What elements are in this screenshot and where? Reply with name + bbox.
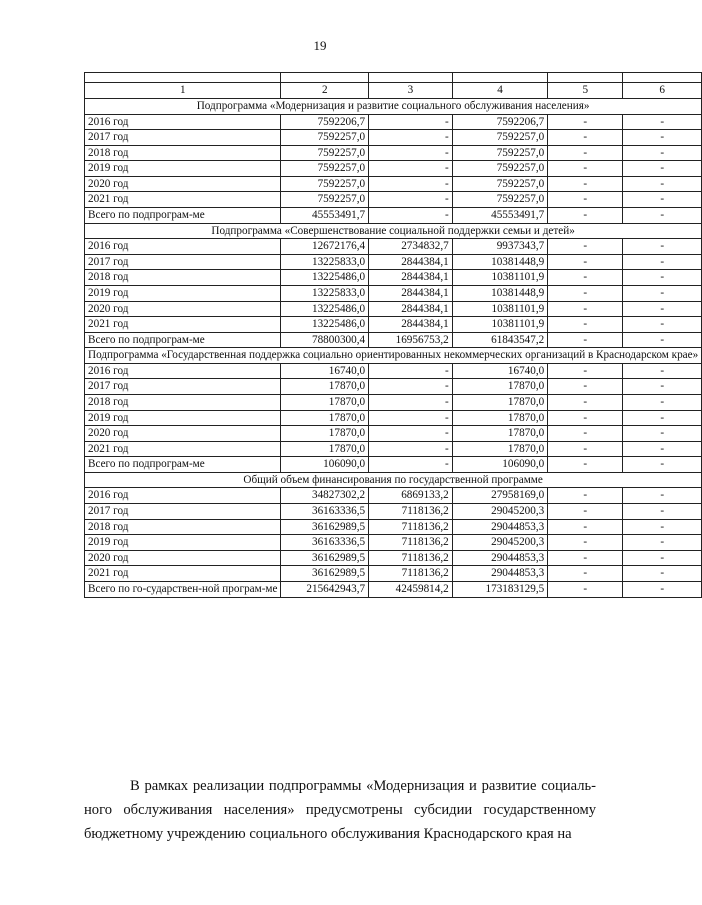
value-cell: - xyxy=(548,535,623,551)
section-title-row xyxy=(85,99,702,115)
value-cell: - xyxy=(548,285,623,301)
value-cell: 36162989,5 xyxy=(281,550,369,566)
value-cell: - xyxy=(369,395,453,411)
top-rule-row xyxy=(85,73,702,83)
value-cell: 2844384,1 xyxy=(369,285,453,301)
total-row xyxy=(85,457,702,473)
table-row xyxy=(85,519,702,535)
table-row xyxy=(85,379,702,395)
value-cell: - xyxy=(548,239,623,255)
total-value: - xyxy=(548,332,623,348)
value-cell: - xyxy=(623,566,702,582)
total-value: 78800300,4 xyxy=(281,332,369,348)
value-cell: 10381448,9 xyxy=(452,254,548,270)
value-cell: 13225833,0 xyxy=(281,285,369,301)
value-cell: - xyxy=(623,488,702,504)
value-cell: 29044853,3 xyxy=(452,566,548,582)
value-cell: - xyxy=(548,130,623,146)
value-cell: - xyxy=(623,379,702,395)
value-cell: - xyxy=(369,441,453,457)
total-value: - xyxy=(623,332,702,348)
value-cell: - xyxy=(623,441,702,457)
value-cell: - xyxy=(623,519,702,535)
value-cell: - xyxy=(548,504,623,520)
value-cell: 10381448,9 xyxy=(452,285,548,301)
value-cell: - xyxy=(548,192,623,208)
value-cell: 17870,0 xyxy=(452,379,548,395)
total-value: - xyxy=(548,457,623,473)
total-label: Всего по подпрограм-ме xyxy=(85,457,281,473)
total-value: 16956753,2 xyxy=(369,332,453,348)
year-cell: 2021 год xyxy=(85,192,281,208)
table-row xyxy=(85,426,702,442)
value-cell: - xyxy=(548,519,623,535)
value-cell: - xyxy=(369,161,453,177)
value-cell: - xyxy=(548,441,623,457)
value-cell: - xyxy=(623,114,702,130)
value-cell: - xyxy=(369,145,453,161)
page-number: 19 xyxy=(313,38,327,53)
value-cell: - xyxy=(623,550,702,566)
value-cell: 7592257,0 xyxy=(281,145,369,161)
value-cell: - xyxy=(369,410,453,426)
year-cell: 2018 год xyxy=(85,270,281,286)
column-header: 3 xyxy=(369,83,453,99)
table-row xyxy=(85,114,702,130)
value-cell: - xyxy=(623,395,702,411)
column-header: 5 xyxy=(548,83,623,99)
year-cell: 2020 год xyxy=(85,550,281,566)
value-cell: 2844384,1 xyxy=(369,254,453,270)
total-label: Всего по подпрограм-ме xyxy=(85,208,281,224)
value-cell: 17870,0 xyxy=(281,379,369,395)
value-cell: 7592206,7 xyxy=(281,114,369,130)
table-row xyxy=(85,535,702,551)
value-cell: 2844384,1 xyxy=(369,317,453,333)
value-cell: - xyxy=(623,270,702,286)
value-cell: - xyxy=(623,410,702,426)
value-cell: 2844384,1 xyxy=(369,270,453,286)
table-row xyxy=(85,410,702,426)
table-row xyxy=(85,566,702,582)
table-row xyxy=(85,395,702,411)
value-cell: - xyxy=(623,317,702,333)
year-cell: 2016 год xyxy=(85,488,281,504)
section-title: Подпрограмма «Совершенствование социальной поддержки семьи и детей» xyxy=(85,223,702,239)
value-cell: - xyxy=(369,426,453,442)
value-cell: - xyxy=(623,426,702,442)
value-cell: 10381101,9 xyxy=(452,270,548,286)
value-cell: - xyxy=(623,161,702,177)
value-cell: 12672176,4 xyxy=(281,239,369,255)
table-row xyxy=(85,176,702,192)
value-cell: 13225486,0 xyxy=(281,301,369,317)
value-cell: - xyxy=(623,285,702,301)
value-cell: - xyxy=(623,176,702,192)
year-cell: 2020 год xyxy=(85,176,281,192)
value-cell: 13225833,0 xyxy=(281,254,369,270)
year-cell: 2021 год xyxy=(85,317,281,333)
table-row xyxy=(85,145,702,161)
total-value: - xyxy=(369,208,453,224)
total-value: 42459814,2 xyxy=(369,582,453,598)
value-cell: - xyxy=(548,270,623,286)
table-row xyxy=(85,363,702,379)
year-cell: 2019 год xyxy=(85,161,281,177)
value-cell: - xyxy=(548,363,623,379)
total-value: 106090,0 xyxy=(281,457,369,473)
value-cell: 36163336,5 xyxy=(281,504,369,520)
total-row xyxy=(85,208,702,224)
value-cell: - xyxy=(548,145,623,161)
value-cell: 16740,0 xyxy=(452,363,548,379)
value-cell: 7592257,0 xyxy=(281,130,369,146)
year-cell: 2018 год xyxy=(85,145,281,161)
value-cell: 7592257,0 xyxy=(281,176,369,192)
value-cell: - xyxy=(623,535,702,551)
year-cell: 2019 год xyxy=(85,535,281,551)
value-cell: 29045200,3 xyxy=(452,535,548,551)
total-value: - xyxy=(623,582,702,598)
table-row xyxy=(85,317,702,333)
table-row xyxy=(85,441,702,457)
value-cell: 17870,0 xyxy=(281,410,369,426)
value-cell: 36163336,5 xyxy=(281,535,369,551)
year-cell: 2017 год xyxy=(85,379,281,395)
value-cell: 36162989,5 xyxy=(281,519,369,535)
value-cell: 17870,0 xyxy=(281,441,369,457)
table-row xyxy=(85,130,702,146)
table-row xyxy=(85,270,702,286)
value-cell: - xyxy=(623,130,702,146)
value-cell: 13225486,0 xyxy=(281,270,369,286)
total-row xyxy=(85,332,702,348)
value-cell: 17870,0 xyxy=(452,426,548,442)
value-cell: 17870,0 xyxy=(452,441,548,457)
total-value: 61843547,2 xyxy=(452,332,548,348)
value-cell: 7118136,2 xyxy=(369,504,453,520)
year-cell: 2017 год xyxy=(85,130,281,146)
year-cell: 2019 год xyxy=(85,285,281,301)
total-value: 45553491,7 xyxy=(452,208,548,224)
value-cell: - xyxy=(548,379,623,395)
value-cell: - xyxy=(369,363,453,379)
section-title: Подпрограмма «Модернизация и развитие социального обслуживания населения» xyxy=(85,99,702,115)
value-cell: - xyxy=(548,395,623,411)
value-cell: - xyxy=(369,130,453,146)
table-row xyxy=(85,550,702,566)
value-cell: - xyxy=(548,566,623,582)
value-cell: 7592257,0 xyxy=(281,161,369,177)
value-cell: 7118136,2 xyxy=(369,519,453,535)
total-value: - xyxy=(548,582,623,598)
value-cell: - xyxy=(548,488,623,504)
value-cell: - xyxy=(369,379,453,395)
total-row xyxy=(85,582,702,598)
value-cell: 27958169,0 xyxy=(452,488,548,504)
value-cell: 7118136,2 xyxy=(369,535,453,551)
table-row xyxy=(85,488,702,504)
value-cell: 7118136,2 xyxy=(369,550,453,566)
value-cell: - xyxy=(369,176,453,192)
value-cell: 16740,0 xyxy=(281,363,369,379)
value-cell: 17870,0 xyxy=(281,395,369,411)
value-cell: - xyxy=(548,114,623,130)
total-label: Всего по го-сударствен-ной програм-ме xyxy=(85,582,281,598)
column-header: 1 xyxy=(85,83,281,99)
value-cell: 10381101,9 xyxy=(452,301,548,317)
value-cell: 34827302,2 xyxy=(281,488,369,504)
year-cell: 2017 год xyxy=(85,254,281,270)
value-cell: - xyxy=(548,301,623,317)
table-row xyxy=(85,504,702,520)
value-cell: 7592257,0 xyxy=(452,192,548,208)
value-cell: 7592257,0 xyxy=(452,130,548,146)
value-cell: - xyxy=(623,145,702,161)
table-row xyxy=(85,192,702,208)
value-cell: - xyxy=(548,426,623,442)
table-row xyxy=(85,254,702,270)
value-cell: 7592257,0 xyxy=(452,145,548,161)
table-row xyxy=(85,161,702,177)
value-cell: 29045200,3 xyxy=(452,504,548,520)
value-cell: - xyxy=(548,161,623,177)
year-cell: 2017 год xyxy=(85,504,281,520)
value-cell: 10381101,9 xyxy=(452,317,548,333)
column-header: 4 xyxy=(452,83,548,99)
year-cell: 2021 год xyxy=(85,441,281,457)
total-value: 173183129,5 xyxy=(452,582,548,598)
value-cell: - xyxy=(548,410,623,426)
year-cell: 2016 год xyxy=(85,363,281,379)
value-cell: 7592206,7 xyxy=(452,114,548,130)
value-cell: 17870,0 xyxy=(452,410,548,426)
value-cell: 9937343,7 xyxy=(452,239,548,255)
total-value: - xyxy=(548,208,623,224)
value-cell: - xyxy=(623,504,702,520)
year-cell: 2018 год xyxy=(85,519,281,535)
total-value: 106090,0 xyxy=(452,457,548,473)
value-cell: - xyxy=(623,301,702,317)
value-cell: - xyxy=(623,254,702,270)
year-cell: 2016 год xyxy=(85,114,281,130)
table-row xyxy=(85,301,702,317)
section-title-row xyxy=(85,223,702,239)
section-title: Общий объем финансирования по государственной программе xyxy=(85,472,702,488)
year-cell: 2016 год xyxy=(85,239,281,255)
total-value: 45553491,7 xyxy=(281,208,369,224)
year-cell: 2020 год xyxy=(85,426,281,442)
total-label: Всего по подпрограм-ме xyxy=(85,332,281,348)
value-cell: 17870,0 xyxy=(281,426,369,442)
table-row xyxy=(85,239,702,255)
value-cell: 7592257,0 xyxy=(452,176,548,192)
value-cell: 6869133,2 xyxy=(369,488,453,504)
section-title: Подпрограмма «Государственная поддержка социально ориентированных некоммерческих организаций в Краснодарском крае» xyxy=(85,348,702,364)
year-cell: 2020 год xyxy=(85,301,281,317)
value-cell: 2734832,7 xyxy=(369,239,453,255)
column-header: 2 xyxy=(281,83,369,99)
value-cell: - xyxy=(548,317,623,333)
financing-table xyxy=(84,72,702,598)
column-header: 6 xyxy=(623,83,702,99)
value-cell: - xyxy=(548,176,623,192)
value-cell: - xyxy=(369,192,453,208)
value-cell: 7118136,2 xyxy=(369,566,453,582)
body-paragraph: В рамках реализации подпрограммы «Модернизация и развитие социаль-ного обслуживания населения» предусмотрены субсидии государственному бюджетному учреждению социального обслуживания Краснодарского края на xyxy=(84,778,596,842)
value-cell: - xyxy=(548,254,623,270)
table-row xyxy=(85,285,702,301)
value-cell: - xyxy=(623,192,702,208)
section-title-row xyxy=(85,348,702,364)
value-cell: - xyxy=(623,363,702,379)
value-cell: 7592257,0 xyxy=(452,161,548,177)
value-cell: 7592257,0 xyxy=(281,192,369,208)
total-value: - xyxy=(369,457,453,473)
total-value: - xyxy=(623,208,702,224)
value-cell: - xyxy=(548,550,623,566)
value-cell: 2844384,1 xyxy=(369,301,453,317)
total-value: - xyxy=(623,457,702,473)
value-cell: 36162989,5 xyxy=(281,566,369,582)
section-title-row xyxy=(85,472,702,488)
year-cell: 2021 год xyxy=(85,566,281,582)
year-cell: 2018 год xyxy=(85,395,281,411)
column-number-row xyxy=(85,83,702,99)
year-cell: 2019 год xyxy=(85,410,281,426)
value-cell: - xyxy=(623,239,702,255)
value-cell: 29044853,3 xyxy=(452,550,548,566)
value-cell: 29044853,3 xyxy=(452,519,548,535)
value-cell: 17870,0 xyxy=(452,395,548,411)
total-value: 215642943,7 xyxy=(281,582,369,598)
value-cell: 13225486,0 xyxy=(281,317,369,333)
value-cell: - xyxy=(369,114,453,130)
